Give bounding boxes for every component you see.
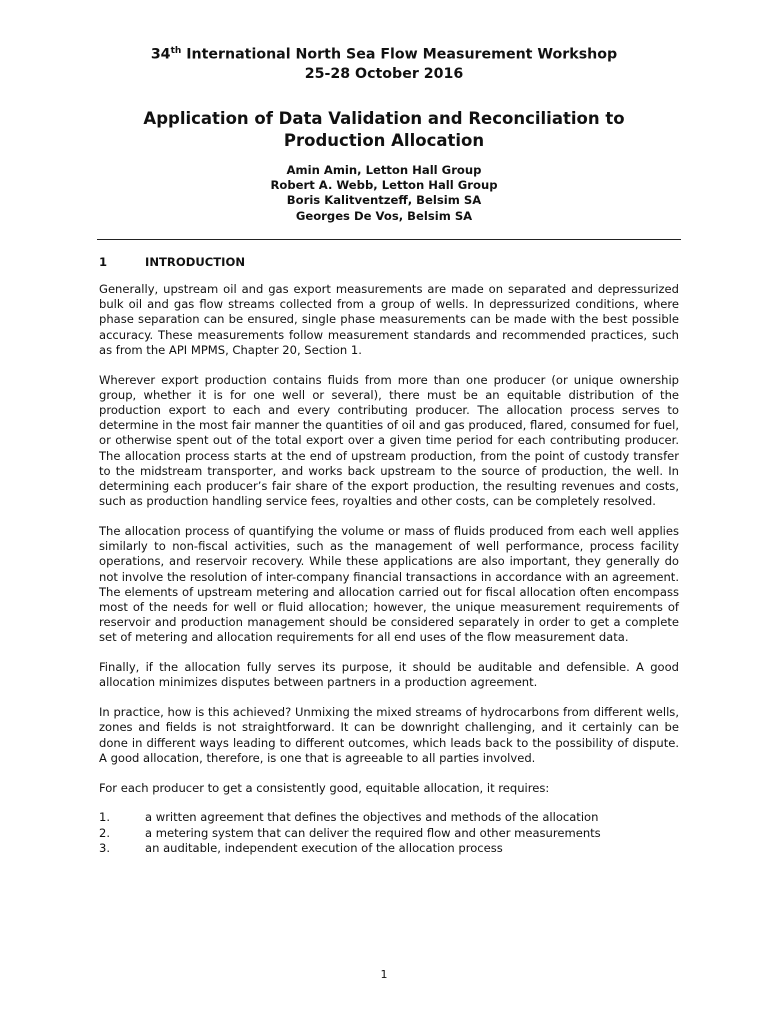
section-title: INTRODUCTION: [145, 255, 246, 269]
list-item-text: a metering system that can deliver the required flow and other measurements: [145, 825, 601, 840]
list-item-number: 1.: [99, 810, 111, 825]
paragraph: Generally, upstream oil and gas export measurements are made on separated and depressurized bulk oil and gas flow streams collected from a group of wells. In depressurized conditions, where phase separation can be ensured, single phase measurements can be made with the best possible accuracy. These measurements follow measurement standards and recommended practices, such as from the API MPMS, Chapter 20, Section 1.: [99, 282, 679, 357]
requirements-list: [99, 810, 679, 856]
paragraph: In practice, how is this achieved? Unmixing the mixed streams of hydrocarbons from different wells, zones and fields is not straightforward. It can be downright challenging, and it certainly can be done in different ways leading to different outcomes, which leads back to the possibility of dispute. A good allocation, therefore, is one that is agreeable to all parties involved.: [99, 705, 679, 765]
list-item: [99, 810, 679, 825]
ordinal-suffix: th: [170, 46, 182, 56]
author: Georges De Vos, Belsim SA: [295, 208, 473, 223]
list-item: [99, 826, 679, 841]
author: Amin Amin, Letton Hall Group: [286, 163, 482, 177]
list-item-text: a written agreement that defines the objectives and methods of the allocation: [145, 810, 599, 825]
paragraph: Wherever export production contains fluids from more than one producer (or unique ownership group, whether it is for one well or several), there must be an equitable distribution of the production export to each and every contributing producer. The allocation process serves to determine in the most fair manner the quantities of oil and gas produced, flared, consumed for fuel, or otherwise spent out of the total export over a given time period for each contributing producer. The allocation process starts at the end of upstream production, from the point of custody transfer to the midstream transporter, and works back upstream to the source of production, the well. In determining each producer’s fair share of the export production, the resulting revenues and costs, such as production handling service fees, royalties and other costs, can be completely resolved.: [99, 372, 679, 509]
paper-title: [0, 108, 768, 152]
author: Boris Kalitventzeff, Belsim SA: [286, 193, 482, 208]
workshop-dates: 25-28 October 2016: [304, 65, 464, 82]
workshop-title: International North Sea Flow Measurement Workshop: [181, 46, 618, 63]
paper-title-line1: Application of Data Validation and Reconciliation to: [143, 109, 625, 128]
author-list: [0, 163, 768, 224]
list-item: [99, 841, 679, 856]
author: Robert A. Webb, Letton Hall Group: [270, 178, 498, 193]
paragraph: Finally, if the allocation fully serves its purpose, it should be auditable and defensible. A good allocation minimizes disputes between partners in a production agreement.: [99, 660, 679, 690]
workshop-header: [0, 42, 768, 84]
workshop-name: [0, 42, 768, 65]
body-text: [99, 282, 679, 856]
list-item-number: 3.: [99, 840, 111, 855]
paragraph: The allocation process of quantifying the volume or mass of fluids produced from each well applies similarly to non-fiscal activities, such as the management of well performance, process facility operations, and reservoir recovery. While these applications are also important, they generally do not involve the resolution of inter-company financial transactions in accordance with an agreement. The elements of upstream metering and allocation carried out for fiscal allocation often encompass most of the needs for well or fluid allocation; however, the unique measurement requirements of reservoir and production management should be considered separately in order to get a complete set of metering and allocation requirements for all end uses of the flow measurement data.: [99, 524, 679, 645]
paragraph: For each producer to get a consistently good, equitable allocation, it requires:: [99, 780, 550, 795]
workshop-ordinal: 34: [150, 46, 171, 63]
paper-title-line2: Production Allocation: [283, 131, 485, 150]
list-item-number: 2.: [99, 825, 111, 840]
section-number: 1: [99, 255, 108, 269]
title-divider: [97, 239, 681, 240]
list-item-text: an auditable, independent execution of the allocation process: [145, 840, 503, 855]
page-number: 1: [380, 968, 388, 981]
